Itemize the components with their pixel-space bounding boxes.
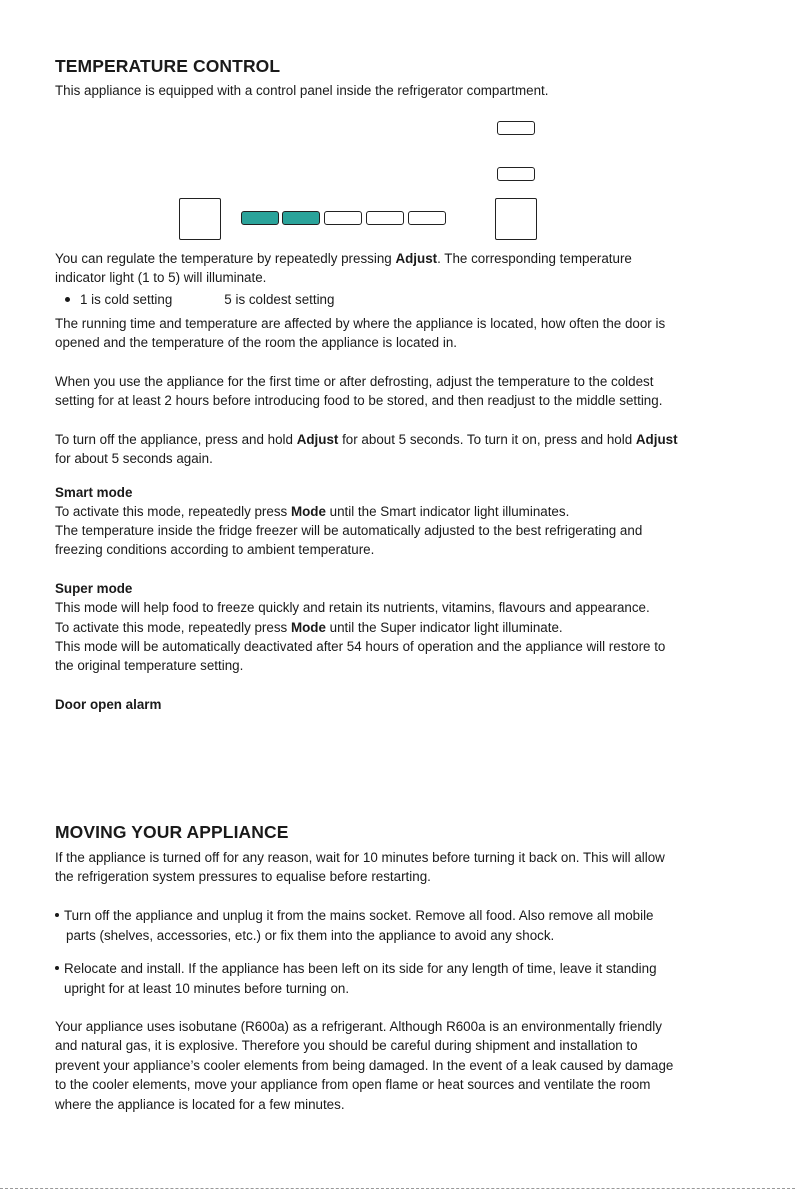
temperature-indicator-3	[324, 211, 362, 225]
bullet-dot-icon	[65, 297, 70, 302]
door-alarm-heading: Door open alarm	[55, 697, 162, 712]
smart-mode-line-2: The temperature inside the fridge freezer will be automatically adjusted to the best refrigerating and	[55, 523, 643, 538]
moving-intro-line-1: If the appliance is turned off for any reason, wait for 10 minutes before turning it back on. This will allow	[55, 850, 665, 865]
temperature-indicator-5	[408, 211, 446, 225]
first-time-line-1: When you use the appliance for the first time or after defrosting, adjust the temperature to the coldest	[55, 374, 654, 389]
temperature-control-intro: This appliance is equipped with a control panel inside the refrigerator compartment.	[55, 83, 549, 98]
regulate-line-2: indicator light (1 to 5) will illuminate.	[55, 270, 267, 285]
bullet-dot-icon	[55, 913, 59, 917]
refrigerant-line-5: where the appliance is located for a few minutes.	[55, 1097, 345, 1112]
refrigerant-line-3: prevent your appliance’s cooler elements from being damaged. In the event of a leak caused by damage	[55, 1058, 674, 1073]
temperature-indicator-1	[241, 211, 279, 225]
super-mode-line-2: To activate this mode, repeatedly press Mode until the Super indicator light illuminate.	[55, 620, 563, 635]
smart-mode-heading: Smart mode	[55, 485, 133, 500]
mode-button-box	[179, 198, 221, 240]
panel-indicator-middle	[497, 167, 535, 181]
moving-bullet-2-line-1: Relocate and install. If the appliance has been left on its side for any length of time, leave it standing	[55, 959, 657, 979]
bullet-cold-setting: 1 is cold setting	[80, 292, 173, 307]
running-time-line-2: opened and the temperature of the room the appliance is located in.	[55, 335, 457, 350]
running-time-line-1: The running time and temperature are affected by where the appliance is located, how often the door is	[55, 316, 666, 331]
temperature-indicator-2	[282, 211, 320, 225]
moving-heading: MOVING YOUR APPLIANCE	[55, 822, 289, 842]
temperature-indicator-4	[366, 211, 404, 225]
smart-mode-line-3: freezing conditions according to ambient temperature.	[55, 542, 375, 557]
bullet-dot-icon	[55, 966, 59, 970]
setting-bullets	[65, 290, 334, 310]
smart-mode-line-1: To activate this mode, repeatedly press Mode until the Smart indicator light illuminates.	[55, 504, 570, 519]
moving-intro-line-2: the refrigeration system pressures to equalise before restarting.	[55, 869, 431, 884]
super-mode-line-3: This mode will be automatically deactivated after 54 hours of operation and the appliance will restore to	[55, 639, 666, 654]
refrigerant-line-4: to the cooler elements, move your appliance from open flame or heat sources and ventilate the room	[55, 1077, 651, 1092]
panel-indicator-top	[497, 121, 535, 135]
page-bottom-divider	[0, 1188, 795, 1189]
super-mode-line-1: This mode will help food to freeze quickly and retain its nutrients, vitamins, flavours and appearance.	[55, 600, 650, 615]
turn-off-line-1: To turn off the appliance, press and hold Adjust for about 5 seconds. To turn it on, press and hold Adjust	[55, 432, 678, 447]
refrigerant-line-1: Your appliance uses isobutane (R600a) as a refrigerant. Although R600a is an environmentally friendly	[55, 1019, 662, 1034]
turn-off-line-2: for about 5 seconds again.	[55, 451, 213, 466]
moving-bullet-2-line-2: upright for at least 10 minutes before turning on.	[64, 981, 350, 996]
moving-bullet-1-line-1: Turn off the appliance and unplug it from the mains socket. Remove all food. Also remove all mobile	[55, 906, 654, 926]
control-panel-diagram	[55, 112, 735, 246]
super-mode-heading: Super mode	[55, 581, 133, 596]
bullet-coldest-setting: 5 is coldest setting	[224, 292, 335, 307]
regulate-line-1: You can regulate the temperature by repeatedly pressing Adjust. The corresponding temperature	[55, 251, 632, 266]
adjust-button-box	[495, 198, 537, 240]
refrigerant-line-2: and natural gas, it is explosive. Therefore you should be careful during shipment and installation to	[55, 1038, 638, 1053]
temperature-control-heading: TEMPERATURE CONTROL	[55, 56, 281, 76]
first-time-line-2: setting for at least 2 hours before introducing food to be stored, and then readjust to the middle setting.	[55, 393, 663, 408]
super-mode-line-4: the original temperature setting.	[55, 658, 244, 673]
moving-bullet-1-line-2: parts (shelves, accessories, etc.) or fix them into the appliance to avoid any shock.	[66, 928, 555, 943]
